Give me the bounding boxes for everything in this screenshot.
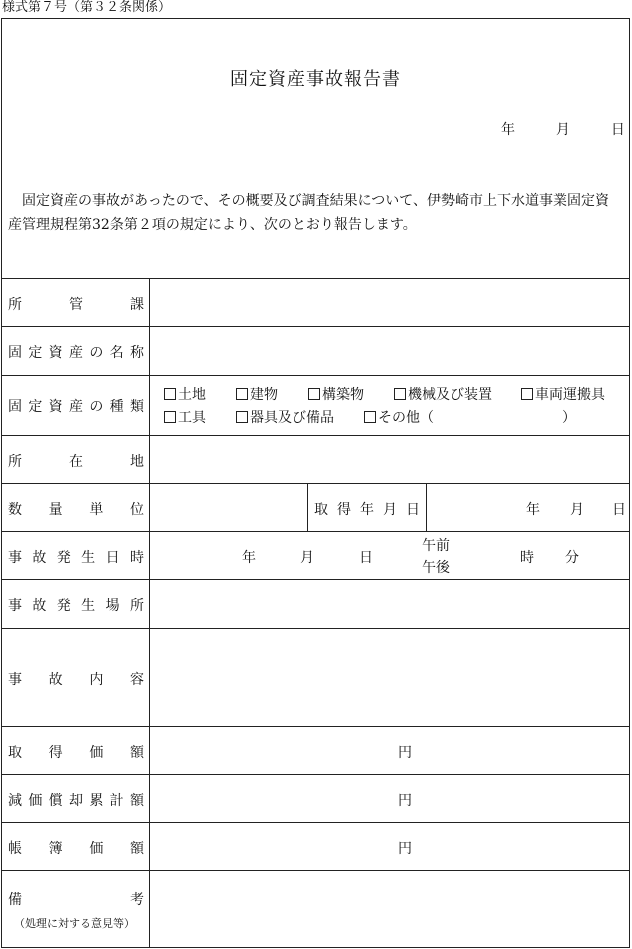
- checkbox[interactable]: [164, 411, 176, 423]
- label-book-value: 帳 簿 価 額: [8, 841, 144, 857]
- option-structure[interactable]: 構築物: [308, 384, 364, 404]
- remarks-field[interactable]: [150, 871, 628, 948]
- checkbox[interactable]: [236, 388, 248, 400]
- date-year: 年: [501, 122, 515, 138]
- option-land[interactable]: 土地: [164, 384, 206, 404]
- accident-content-field[interactable]: [150, 629, 628, 726]
- checkbox[interactable]: [394, 388, 406, 400]
- label-asset-type: 固 定 資 産 の 種 類: [8, 399, 144, 415]
- location-field[interactable]: [150, 436, 628, 483]
- option-building[interactable]: 建物: [236, 384, 278, 404]
- row-dept: [2, 278, 629, 326]
- label-location: 所 在 地: [8, 454, 144, 470]
- report-date: [501, 119, 625, 139]
- accident-place-field[interactable]: [150, 580, 628, 628]
- dept-field[interactable]: [150, 279, 628, 326]
- option-equipment[interactable]: 器具及び備品: [236, 407, 334, 427]
- checkbox[interactable]: [164, 388, 176, 400]
- asset-name-field[interactable]: [150, 327, 628, 375]
- acq-month: 月: [570, 502, 584, 518]
- label-acq-date: 取 得 年 月 日: [314, 502, 420, 518]
- accident-pm[interactable]: 午後: [422, 560, 450, 576]
- depreciation-unit: 円: [398, 793, 412, 809]
- accident-year: 年: [242, 550, 256, 566]
- row-asset-type: [2, 375, 629, 435]
- quantity-field[interactable]: [150, 484, 306, 531]
- accident-day: 日: [359, 550, 373, 566]
- row-depreciation: [2, 774, 629, 822]
- intro-text: 固定資産の事故があったので、その概要及び調査結果について、伊勢崎市上下水道事業固定資産管理規程第32条第２項の規定により、次のとおり報告します。: [8, 193, 610, 233]
- row-quantity: [2, 483, 629, 531]
- checkbox[interactable]: [364, 411, 376, 423]
- checkbox[interactable]: [236, 411, 248, 423]
- acq-year: 年: [526, 502, 540, 518]
- row-acq-value: [2, 726, 629, 774]
- option-other[interactable]: その他（: [364, 407, 434, 427]
- checkbox[interactable]: [308, 388, 320, 400]
- acq-day: 日: [612, 502, 626, 518]
- accident-am[interactable]: 午前: [422, 538, 450, 554]
- book-value-unit: 円: [398, 841, 412, 857]
- row-accident-datetime: [2, 531, 629, 579]
- form-title: 固定資産事故報告書: [230, 69, 401, 90]
- row-asset-name: [2, 326, 629, 375]
- row-location: [2, 435, 629, 483]
- other-close-paren: ）: [562, 410, 576, 426]
- option-machinery[interactable]: 機械及び装置: [394, 384, 492, 404]
- label-dept: 所 管 課: [8, 297, 144, 313]
- remarks-note: （処理に対する意見等）: [14, 917, 135, 930]
- row-accident-content: [2, 628, 629, 726]
- accident-month: 月: [300, 550, 314, 566]
- label-accident-content: 事 故 内 容: [8, 672, 144, 688]
- label-acq-value: 取 得 価 額: [8, 745, 144, 761]
- accident-hour: 時: [520, 550, 534, 566]
- label-accident-place: 事 故 発 生 場 所: [8, 598, 144, 614]
- acq-value-unit: 円: [398, 745, 412, 761]
- accident-minute: 分: [565, 550, 579, 566]
- date-day: 日: [610, 122, 625, 138]
- date-month: 月: [555, 122, 570, 138]
- label-depreciation: 減 価 償 却 累 計 額: [8, 793, 144, 809]
- row-book-value: [2, 822, 629, 870]
- report-form: [1, 18, 630, 948]
- form-number: 様式第７号（第３２条関係）: [2, 0, 172, 15]
- label-asset-name: 固 定 資 産 の 名 称: [8, 345, 144, 361]
- row-remarks: [2, 870, 629, 948]
- checkbox[interactable]: [521, 388, 533, 400]
- option-vehicle[interactable]: 車両運搬具: [521, 384, 605, 404]
- option-tools[interactable]: 工具: [164, 407, 206, 427]
- row-accident-place: [2, 579, 629, 628]
- label-remarks: 備 考: [8, 892, 144, 908]
- label-accident-datetime: 事 故 発 生 日 時: [8, 550, 144, 566]
- label-quantity: 数 量 単 位: [8, 502, 144, 518]
